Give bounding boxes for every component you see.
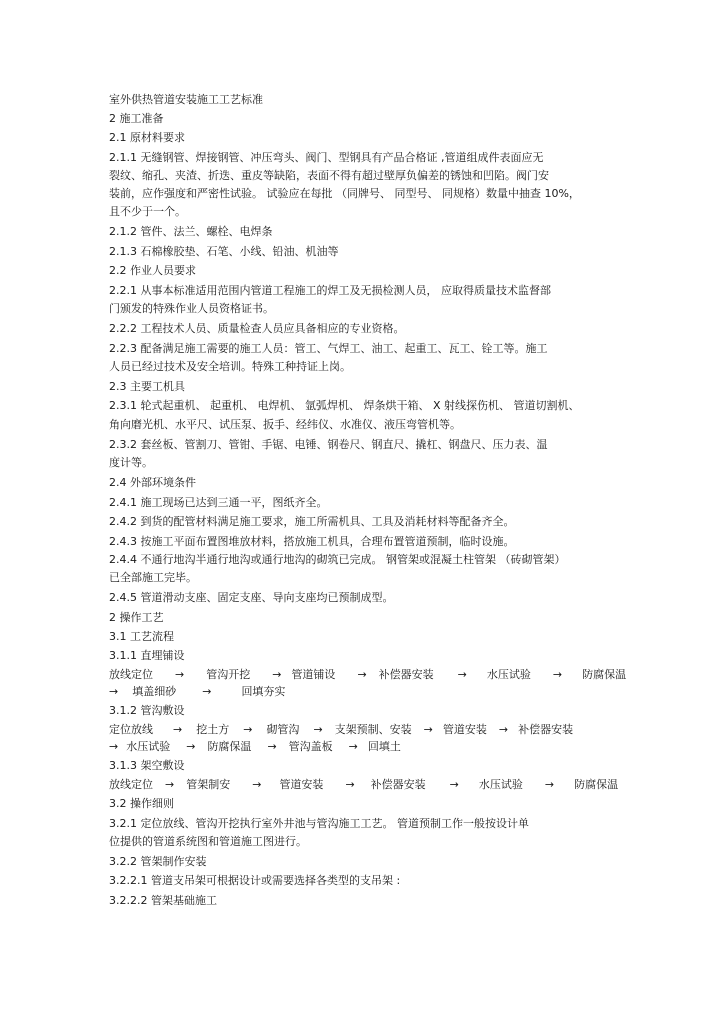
flow-step: 填盖细砂 <box>132 685 177 698</box>
process-flow-trench-continued <box>109 740 629 754</box>
paragraph-line: 2.4.1 施工现场已达到三通一平，图纸齐全。 <box>109 496 328 509</box>
subsection-heading: 2.1 原材料要求 <box>109 131 185 144</box>
subsection-heading: 3.2 操作细则 <box>109 797 174 810</box>
flow-step: 管道铺设 <box>291 668 336 681</box>
paragraph-line: 位提供的管道系统图和管道施工图进行。 <box>109 835 307 848</box>
arrow-icon: → <box>175 668 185 681</box>
paragraph-line: 已全部施工完毕。 <box>109 571 197 584</box>
paragraph-line: 角向磨光机、水平尺、试压泵、扳手、经纬仪、水准仪、液压弯管机等。 <box>109 418 461 431</box>
flow-step: 支架预制、安装 <box>334 723 412 736</box>
process-flow-trench <box>109 723 629 737</box>
flow-step: 管沟盖板 <box>288 740 333 753</box>
paragraph-line: 2.4.3 按施工平面布置图堆放材料，搭放施工机具，合理布置管道预制，临时设施。 <box>109 535 515 548</box>
arrow-icon: → <box>498 723 509 736</box>
flow-step: 管道安装 <box>442 723 487 736</box>
subsection-heading: 3.1 工艺流程 <box>109 630 174 643</box>
flow-step: 管架制安 <box>186 778 231 791</box>
arrow-icon: → <box>423 723 433 736</box>
flow-step: 管沟开挖 <box>206 668 251 681</box>
paragraph-line: 2.1.1 无缝钢管、焊接钢管、冲压弯头、阀门、型钢具有产品合格证 ,管道组成件表面应无 <box>109 151 544 164</box>
flow-step: 回填夯实 <box>241 685 286 698</box>
flow-step: 补偿器安装 <box>378 668 434 681</box>
flow-step: 挖土方 <box>196 723 230 736</box>
subsection-heading: 3.1.1 直埋铺设 <box>109 649 185 662</box>
paragraph-line: 2.2.3 配备满足施工需要的施工人员：管工、气焊工、油工、起重工、瓦工、铨工等。施工 <box>109 342 548 355</box>
paragraph-line: 3.2.2.1 管道支吊架可根据设计或需要选择各类型的支吊架 : <box>109 874 401 887</box>
arrow-icon: → <box>202 685 212 698</box>
arrow-icon: → <box>109 740 119 753</box>
arrow-icon: → <box>109 685 119 698</box>
subsection-heading: 3.1.3 架空敷设 <box>109 759 185 772</box>
flow-step: 砌管沟 <box>266 723 300 736</box>
subsection-heading: 3.2.2.2 管架基础施工 <box>109 894 217 907</box>
arrow-icon: → <box>267 740 277 753</box>
paragraph-line: 度计等。 <box>109 456 153 469</box>
section-heading: 2 操作工艺 <box>109 611 164 624</box>
flow-step: 防腐保温 <box>582 668 627 681</box>
paragraph-line: 2.3.2 套丝板、管割刀、管钳、手锯、电锤、钢卷尺、钢直尺、撬杠、钢盘尺、压力表、温 <box>109 438 548 451</box>
section-heading: 2 施工准备 <box>109 112 164 125</box>
flow-step: 水压试验 <box>486 668 531 681</box>
paragraph-line: 门颁发的特殊作业人员资格证书。 <box>109 302 274 315</box>
flow-step: 补偿器安装 <box>370 778 426 791</box>
document-title: 室外供热管道安装施工工艺标准 <box>109 93 263 106</box>
subsection-heading: 2.2 作业人员要求 <box>109 264 196 277</box>
arrow-icon: → <box>348 740 358 753</box>
process-flow-direct-burial-continued <box>109 685 629 699</box>
arrow-icon: → <box>173 723 183 736</box>
flow-step: 防腐保温 <box>574 778 619 791</box>
arrow-icon: → <box>544 778 555 791</box>
flow-step: 水压试验 <box>478 778 523 791</box>
paragraph-line: 2.2.2 工程技术人员、质量检查人员应具备相应的专业资格。 <box>109 322 405 335</box>
paragraph-line: 2.4.5 管道滑动支座、固定支座、导向支座均已预制成型。 <box>109 591 394 604</box>
flow-step: 回填土 <box>367 740 401 753</box>
arrow-icon: → <box>357 668 367 681</box>
paragraph-line: 2.4.4 不通行地沟半通行地沟或通行地沟的砌筑已完成。 钢管架或混凝土柱管架 （砖砌管架） <box>109 553 566 566</box>
arrow-icon: → <box>272 668 282 681</box>
process-flow-direct-burial <box>109 668 629 682</box>
subsection-heading: 2.3 主要工机具 <box>109 380 185 393</box>
process-flow-overhead <box>109 778 629 792</box>
paragraph-line: 2.4.2 到货的配管材料满足施工要求，施工所需机具、工具及消耗材料等配备齐全。 <box>109 515 515 528</box>
paragraph-line: 装前，应作强度和严密性试验。 试验应在每批 （同牌号、 同型号、 同规格）数量中抽查 10%， <box>109 187 580 200</box>
flow-step: 管道安装 <box>279 778 324 791</box>
arrow-icon: → <box>186 740 196 753</box>
flow-step: 放线定位 <box>109 668 153 681</box>
paragraph-line: 且不少于一个。 <box>109 205 186 218</box>
flow-step: 定位放线 <box>109 723 153 736</box>
arrow-icon: → <box>552 668 563 681</box>
flow-step: 水压试验 <box>126 740 171 753</box>
arrow-icon: → <box>243 723 253 736</box>
flow-step: 放线定位 <box>109 778 153 791</box>
paragraph-line: 2.3.1 轮式起重机、 起重机、 电焊机、 氩弧焊机、 焊条烘干箱、 X 射线探伤机、 管道切割机、 <box>109 399 580 412</box>
paragraph-line: 2.1.2 管件、法兰、螺栓、电焊条 <box>109 225 273 238</box>
flow-step: 补偿器安装 <box>518 723 574 736</box>
arrow-icon: → <box>252 778 262 791</box>
paragraph-line: 裂纹、缩孔、夹渣、折迭、重皮等缺陷，表面不得有超过壁厚负偏差的锈蚀和凹陷。阀门安 <box>109 169 549 182</box>
paragraph-line: 2.1.3 石棉橡胶垫、石笔、小线、铅油、机油等 <box>109 245 339 258</box>
arrow-icon: → <box>449 778 459 791</box>
paragraph-line: 2.2.1 从事本标准适用范围内管道工程施工的焊工及无损检测人员， 应取得质量技术监督部 <box>109 284 551 297</box>
subsection-heading: 3.1.2 管沟敷设 <box>109 704 185 717</box>
arrow-icon: → <box>345 778 355 791</box>
flow-step: 防腐保温 <box>207 740 252 753</box>
paragraph-line: 3.2.1 定位放线、管沟开挖执行室外井池与管沟施工工艺。 管道预制工作一般按设计单 <box>109 817 529 830</box>
subsection-heading: 2.4 外部环境条件 <box>109 476 196 489</box>
arrow-icon: → <box>165 778 175 791</box>
arrow-icon: → <box>457 668 467 681</box>
arrow-icon: → <box>313 723 323 736</box>
paragraph-line: 人员已经过技术及安全培训。特殊工种持证上岗。 <box>109 360 351 373</box>
subsection-heading: 3.2.2 管架制作安装 <box>109 855 207 868</box>
